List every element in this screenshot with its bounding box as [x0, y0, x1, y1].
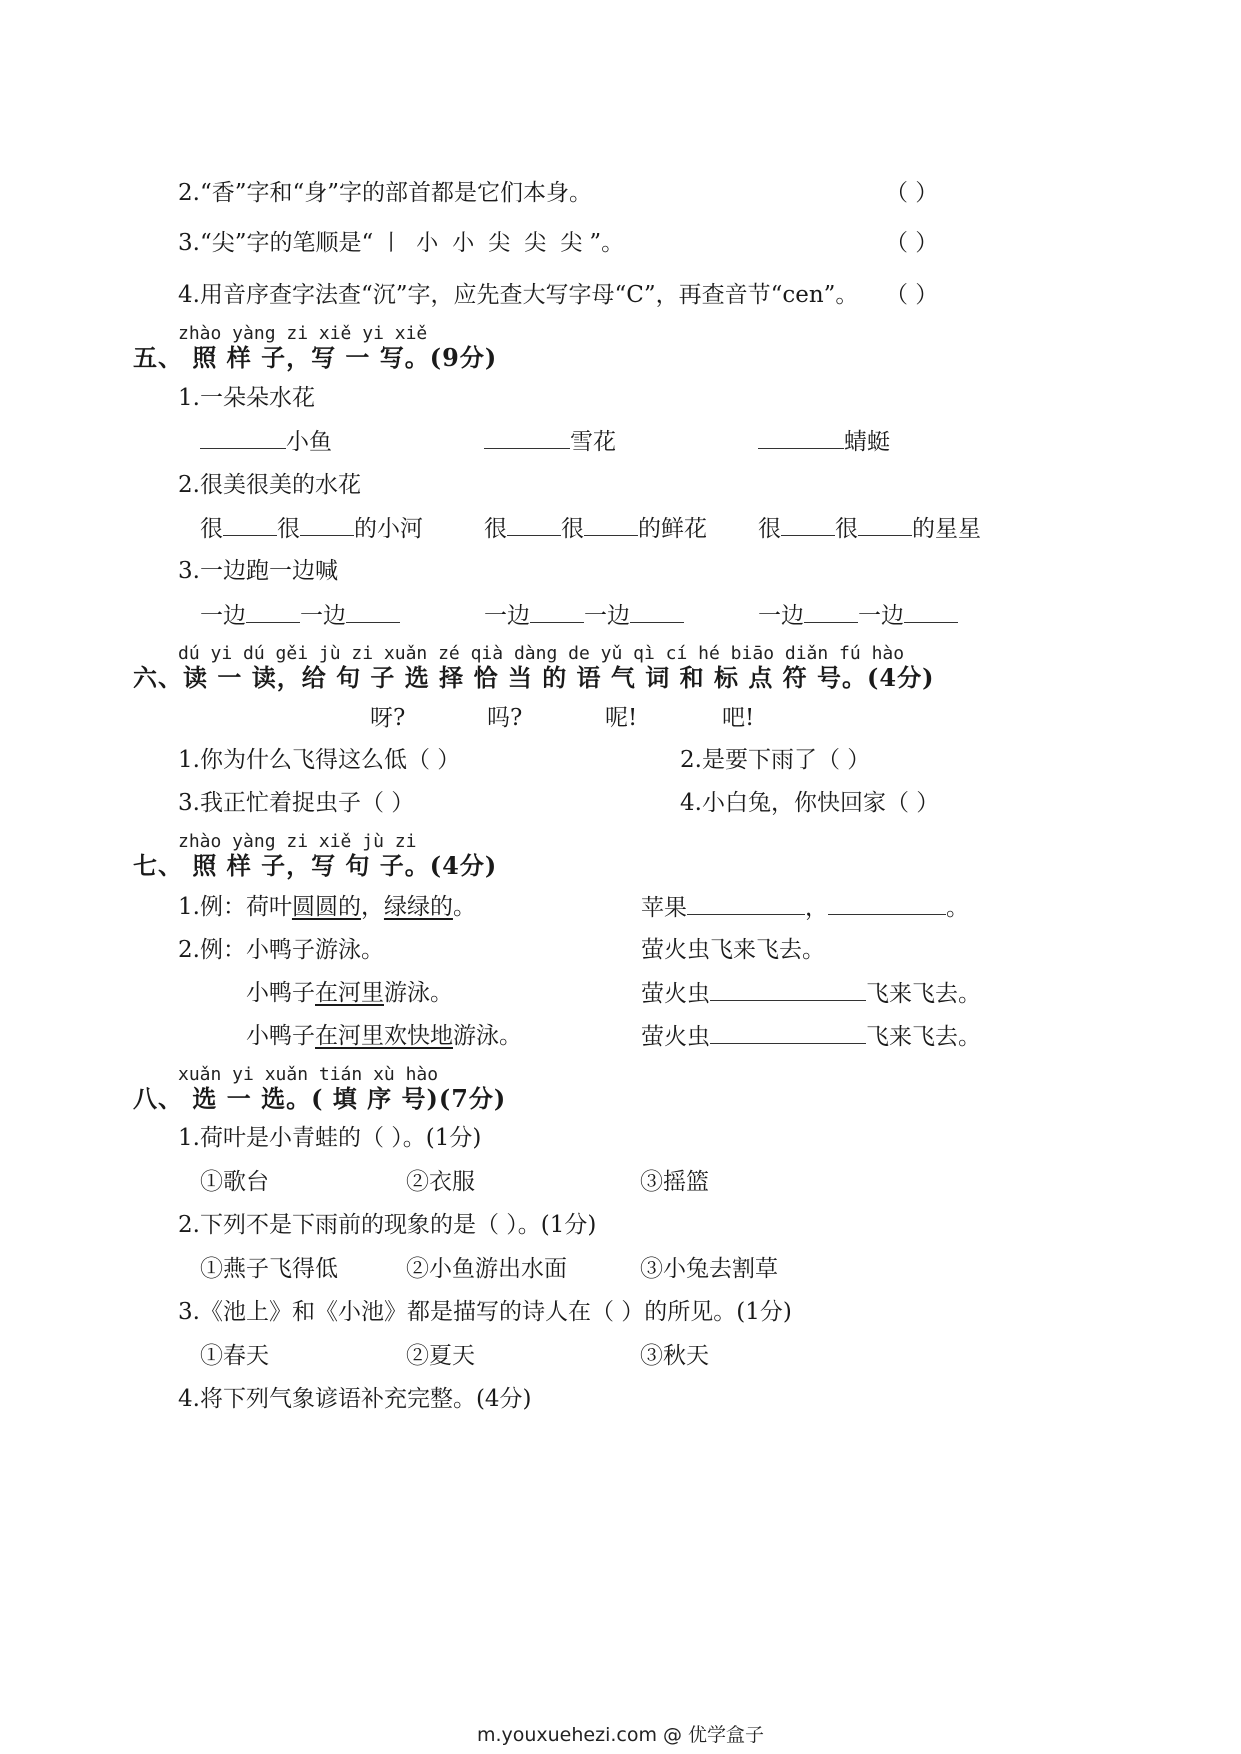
answer-paren: （ ） [885, 230, 939, 256]
judgement-q3 [178, 228, 624, 259]
stroke-4: 尖 [488, 231, 511, 256]
part7-pinyin: zhào yàng zi xiě jù zi [178, 831, 417, 852]
part8-title: 八、 选 一 选。( 填 序 号)(7分) [133, 1084, 507, 1113]
answer-blank[interactable] [584, 513, 638, 536]
part8-q2: 2.下列不是下雨前的现象的是（ ）。(1分) [178, 1212, 597, 1238]
part6-q1: 1.你为什么飞得这么低（ ） [178, 747, 461, 773]
part5-q1: 1.一朵朵水花 [178, 385, 315, 411]
answer-paren: （ ） [885, 282, 939, 308]
answer-blank[interactable] [223, 513, 277, 536]
answer-blank[interactable] [246, 600, 300, 623]
part7-title: 七、 照 样 子，写 句 子。(4分) [133, 851, 498, 880]
part5-q1-item: 蜻蜓 [758, 426, 890, 457]
part6-pinyin: dú yi dú gěi jù zi xuǎn zé qià dàng de yǔ qì cí hé biāo diǎn fú hào [178, 643, 905, 664]
part5-q3-item: 一边 一边 [758, 600, 958, 631]
part7-q1-example: 1.例：荷叶圆圆的，绿绿的。 [178, 894, 476, 920]
part5-q3: 3.一边跑一边喊 [178, 558, 338, 584]
footer-watermark: m.youxuehezi.com @ 优学盒子 [476, 1724, 765, 1746]
part7-q2-line3: 小鸭子在河里欢快地游泳。 [246, 1023, 522, 1049]
part5-pinyin: zhào yàng zi xiě yi xiě [178, 323, 428, 344]
part6-q4: 4.小白兔，你快回家（ ） [680, 790, 940, 816]
answer-blank[interactable] [710, 1021, 866, 1044]
answer-blank[interactable] [781, 513, 835, 536]
judgement-q2: 2.“香”字和“身”字的部首都是它们本身。 [178, 180, 592, 206]
part8-q1: 1.荷叶是小青蛙的（ ）。(1分) [178, 1125, 482, 1151]
part5-q2-item: 很 很 的小河 [200, 513, 423, 544]
part6-option: 吧! [722, 705, 755, 731]
part5-q3-item: 一边 一边 [484, 600, 684, 631]
part7-q2-answer: 萤火虫 飞来飞去。 [641, 978, 981, 1009]
part5-q3-item: 一边 一边 [200, 600, 400, 631]
stroke-6: 尖 [560, 231, 583, 256]
answer-blank[interactable] [687, 892, 805, 915]
choice-option: ②夏天 [406, 1343, 475, 1369]
part7-q2-answer: 萤火虫 飞来飞去。 [641, 1021, 981, 1052]
choice-option: ②衣服 [406, 1169, 475, 1195]
choice-option: ①歌台 [200, 1169, 269, 1195]
part5-q2-item: 很 很 的鲜花 [484, 513, 707, 544]
part5-q2-item: 很 很 的星星 [758, 513, 981, 544]
answer-blank[interactable] [484, 426, 570, 449]
underlined-word: 在河里 [315, 980, 384, 1006]
choice-option: ③小兔去割草 [640, 1256, 778, 1282]
answer-blank[interactable] [904, 600, 958, 623]
stroke-3: 小 [452, 231, 475, 256]
judgement-q4: 4.用音序查字法查“沉”字，应先查大写字母“C”，再查音节“cen”。 [178, 282, 859, 308]
part7-q2-line2: 小鸭子在河里游泳。 [246, 980, 453, 1006]
part6-q2: 2.是要下雨了（ ） [680, 747, 871, 773]
underlined-word: 绿绿的 [383, 894, 453, 920]
answer-blank[interactable] [507, 513, 561, 536]
underlined-word: 在河里欢快地 [315, 1023, 453, 1049]
part8-q3: 3.《池上》和《小池》都是描写的诗人在（ ）的所见。(1分) [178, 1299, 792, 1325]
part7-q2-given: 萤火虫飞来飞去。 [641, 937, 825, 963]
answer-blank[interactable] [346, 600, 400, 623]
choice-option: ②小鱼游出水面 [406, 1256, 567, 1282]
answer-blank[interactable] [630, 600, 684, 623]
answer-blank[interactable] [804, 600, 858, 623]
answer-blank[interactable] [530, 600, 584, 623]
answer-blank[interactable] [200, 426, 286, 449]
part5-q2: 2.很美很美的水花 [178, 472, 361, 498]
part7-q2-example: 2.例：小鸭子游泳。 [178, 937, 384, 963]
answer-blank[interactable] [710, 978, 866, 1001]
part8-pinyin: xuǎn yi xuǎn tián xù hào [178, 1064, 439, 1085]
answer-blank[interactable] [858, 513, 912, 536]
choice-option: ①燕子飞得低 [200, 1256, 338, 1282]
part5-q1-item: 雪花 [484, 426, 616, 457]
part6-q3: 3.我正忙着捉虫子（ ） [178, 790, 415, 816]
part8-q4: 4.将下列气象谚语补充完整。(4分) [178, 1386, 532, 1412]
stroke-2: 小 [416, 231, 439, 256]
part6-title: 六、读 一 读，给 句 子 选 择 恰 当 的 语 气 词 和 标 点 符 号。(4分) [133, 663, 935, 692]
q3-suffix: ”。 [589, 230, 625, 256]
answer-blank[interactable] [758, 426, 844, 449]
stroke-1: 丨 [380, 231, 403, 256]
part6-option: 呢! [605, 705, 638, 731]
answer-blank[interactable] [300, 513, 354, 536]
choice-option: ①春天 [200, 1343, 269, 1369]
part6-option: 吗? [487, 705, 523, 731]
stroke-5: 尖 [524, 231, 547, 256]
answer-paren: （ ） [885, 180, 939, 206]
choice-option: ③秋天 [640, 1343, 709, 1369]
answer-blank[interactable] [828, 892, 946, 915]
choice-option: ③摇篮 [640, 1169, 709, 1195]
underlined-word: 圆圆的 [291, 894, 361, 920]
q3-prefix: 3.“尖”字的笔顺是“ [178, 230, 374, 256]
part7-q1-answer: 苹果 ， 。 [641, 892, 969, 923]
part5-title: 五、 照 样 子，写 一 写。(9分) [133, 343, 498, 372]
part6-option: 呀? [370, 705, 406, 731]
part5-q1-item: 小鱼 [200, 426, 332, 457]
